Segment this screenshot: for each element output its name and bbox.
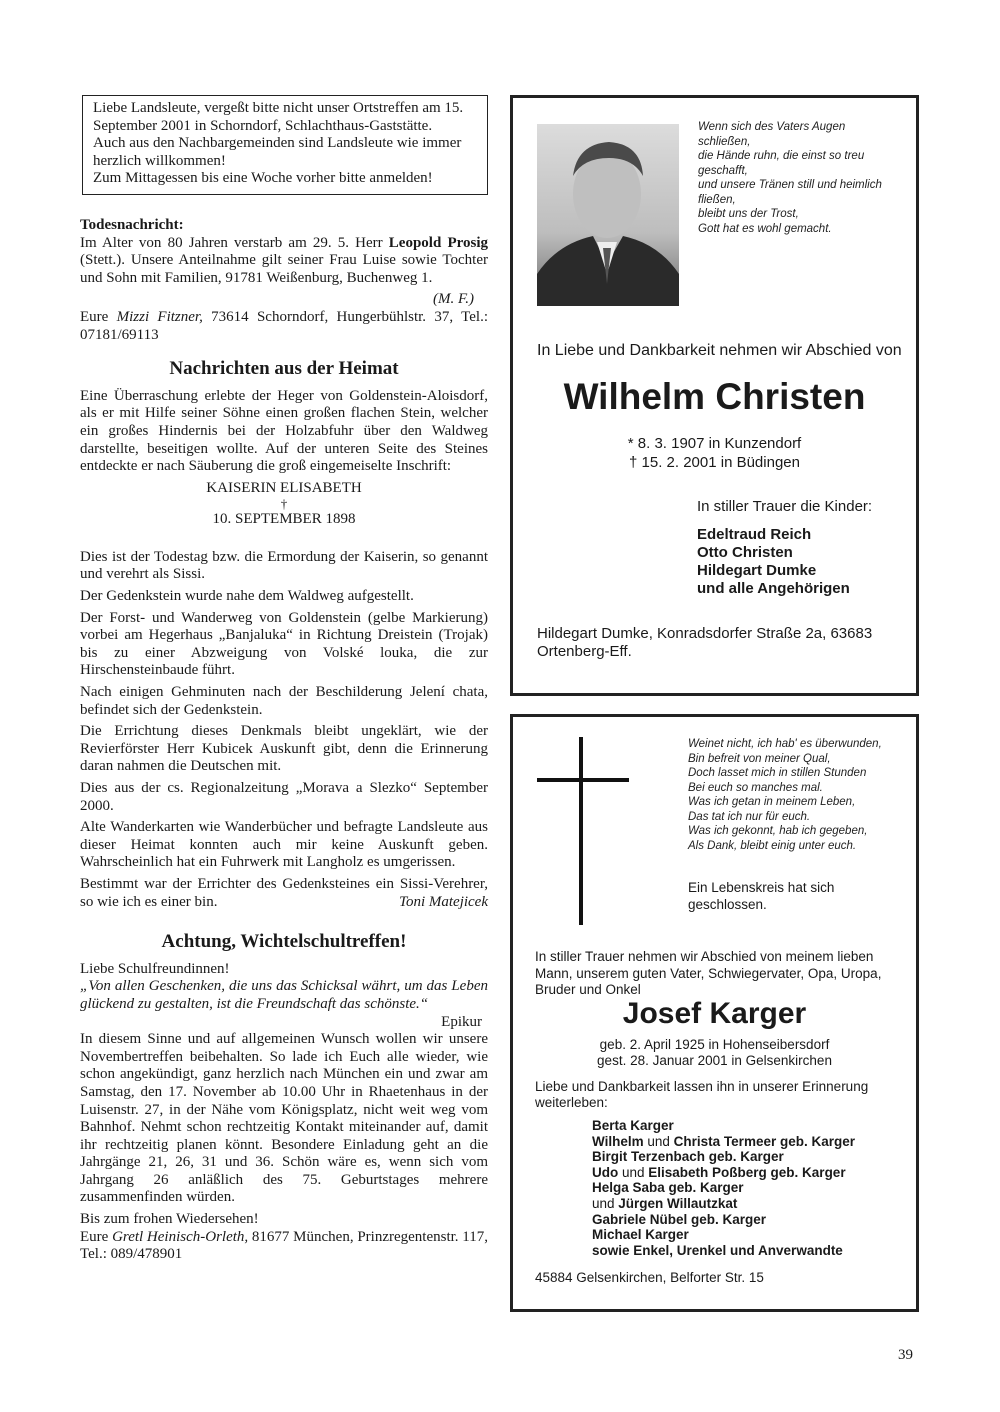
death-notice-signature: Eure Mizzi Fitzner, 73614 Schorndorf, Hungerbühlstr. 37, Tel.: 07181/69113 (80, 308, 488, 343)
notice-line: Zum Mittagessen bis eine Woche vorher bitte anmelden! (93, 170, 433, 187)
farewell-intro: In Liebe und Dankbarkeit nehmen wir Abschied von (537, 342, 902, 359)
heimat-paragraph: Dies ist der Todestag bzw. die Ermordung der Kaiserin, so genannt und verehrt als Sissi. (80, 548, 488, 583)
deceased-name: Leopold Prosig (388, 234, 489, 251)
heimat-paragraph: Alte Wanderkarten wie Wanderbücher und befragte Landsleute aus dieser Heimat konnten auch mir keine Auskunft geben. Wahrscheinlich hat ein Fuhrwerk mit Langholz es umgerissen. (80, 819, 488, 871)
heimat-paragraph: Nach einigen Gehminuten nach der Beschilderung Jelení chata, befindet sich der Gedenkstein. (80, 684, 488, 718)
mourning-line: In stiller Trauer die Kinder: (697, 498, 873, 515)
meeting-notice-box (82, 95, 488, 195)
family-address: 45884 Gelsenkirchen, Belforter Str. 15 (535, 1270, 764, 1285)
family-member: Birgit Terzenbach geb. Karger (592, 1149, 784, 1165)
life-circle-text: Ein Lebenskreis hat sich geschlossen. (688, 880, 835, 912)
portrait-photo (537, 124, 679, 306)
wichtel-closing: Bis zum frohen Wiedersehen! (80, 1211, 259, 1228)
wichtel-quote: „Von allen Geschenken, die uns das Schicksal währt, um das Leben glückend zu gestalten, ist die Freundschaft das schönste.“ (80, 978, 488, 1012)
obituary-christen (510, 95, 919, 696)
notice-line: herzlich willkommen! (93, 152, 226, 169)
family-address: Hildegart Dumke, Konradsdorfer Straße 2a, 63683 Ortenberg-Eff. (537, 625, 873, 660)
portrait-icon (537, 124, 679, 306)
inscription-cross: † (280, 496, 288, 512)
family-member: Wilhelm und Christa Termeer geb. Karger (592, 1133, 855, 1149)
inscription-line: KAISERIN ELISABETH (206, 479, 362, 496)
family-member: Helga Saba geb. Karger (592, 1180, 744, 1196)
family-member: sowie Enkel, Urenkel und Anverwandte (592, 1242, 843, 1258)
cross-icon (537, 737, 633, 927)
quote-author: Epikur (441, 1013, 482, 1030)
memory-text: Liebe und Dankbarkeit lassen ihn in unserer Erinnerung weiterleben: (535, 1079, 869, 1110)
family-list: Edeltraud Reich Otto Christen Hildegart Dumke und alle Angehörigen (697, 526, 850, 597)
heimat-paragraph: Der Gedenkstein wurde nahe dem Waldweg aufgestellt. (80, 588, 414, 605)
heimat-paragraph: Eine Überraschung erlebte der Heger von Goldenstein-Aloisdorf, als er mit Hilfe seiner Söhne einen großen flachen Stein, welcher ein großes Hindernis bei der Holzabfuhr über den Waldweg darstellte, beseitigen wollte. Auf der unteren Seite des Steines entdeckte er nach Säuberung die groß eingemeiselte Inschrift: (80, 387, 488, 475)
family-member: Udo und Elisabeth Poßberg geb. Karger (592, 1164, 846, 1180)
poem: Wenn sich des Vaters Augen schließen, die Hände ruhn, die einst so treu geschafft, und unsere Tränen still und heimlich fließen, bleibt uns der Trost, Gott hat es wohl gemacht. (698, 121, 882, 235)
left-column (80, 95, 488, 1264)
heimat-author: Toni Matejicek (398, 893, 488, 910)
wichtel-signature: Eure Gretl Heinisch-Orleth, 81677 München, Prinzregentenstr. 117, Tel.: 089/478901 (80, 1228, 488, 1263)
heimat-paragraph: Die Errichtung dieses Denkmals bleibt ungeklärt, wie der Revierförster Herr Kubicek Auskunft gibt, denn die Erinnerung daran nahmen die Deutschen mit. (80, 723, 488, 775)
poem: Weinet nicht, ich hab' es überwunden, Bin befreit von meiner Qual, Doch lasset mich in stillen Stunden Bei euch so manches mal. Was ich getan in meinem Leben, Das tat ich nur für euch. Was ich gekonnt, hab ich gegeben, Als Dank, bleibt einig unter euch. (688, 738, 882, 852)
family-member: Michael Karger (592, 1227, 689, 1243)
page-number: 39 (898, 1347, 913, 1363)
heimat-paragraph: Der Forst- und Wanderweg von Goldenstein (gelbe Markierung) vorbei am Hegerhaus „Banjaluka“ in Richtung Dreistein (Trojak) bis zu einer Abzweigung von Volské louka, die zur Hirschensteinbaude führt. (80, 609, 488, 679)
heimat-title: Nachrichten aus der Heimat (169, 358, 399, 380)
deceased-name: Josef Karger (622, 997, 807, 1030)
family-member: Berta Karger (592, 1118, 674, 1133)
heimat-paragraph: Bestimmt war der Errichter des Gedenksteines ein Sissi-Verehrer, so wie ich es einer bin. Toni Matejicek (80, 875, 488, 910)
initials: (M. F.) (433, 291, 474, 308)
notice-line: Liebe Landsleute, vergeßt bitte nicht unser Ortstreffen am 15. (93, 100, 464, 116)
death-notice-text: Im Alter von 80 Jahren verstarb am 29. 5. Herr Leopold Prosig (Stett.). Unsere Anteilnahme gilt seiner Frau Luise sowie Tochter und Sohn mit Familien, 91781 Weißenburg, Buchenweg 1. (80, 234, 489, 286)
notice-line: Auch aus den Nachbargemeinden sind Landsleute wie immer (93, 135, 462, 152)
inscription-date: 10. SEPTEMBER 1898 (212, 511, 356, 528)
family-list (592, 1118, 855, 1258)
death-notice (80, 217, 488, 344)
death-notice-heading: Todesnachricht: (80, 216, 184, 233)
wichtel-title: Achtung, Wichtelschultreffen! (161, 931, 407, 953)
heimat-paragraph: Dies aus der cs. Regionalzeitung „Morava a Slezko“ September 2000. (80, 780, 488, 814)
life-dates: * 8. 3. 1907 in Kunzendorf † 15. 2. 2001 in Büdingen (627, 435, 802, 471)
family-member: und Jürgen Willautzkat (592, 1195, 738, 1211)
wichtel-paragraph: In diesem Sinne und auf allgemeinen Wunsch wollen wir unsere Novembertreffen beibehalten. So lade ich Euch alle wieder, wie schon angekündigt, ganz herzlich nach München ein und zwar am Samstag, den 17. November ab 10.00 Uhr in Rhaetenhaus in der Luisenstr. 27, in der Nähe vom Königsplatz, nicht weit weg vom Bahnhof. Nehmt schon rechtzeitig Kontakt miteinander auf, damit ihr rechtzeitig planen könnt. Besondere Einladung geht an die Jahrgänge 21, 26, 31 und 36. Schön wäre es, wenn sich vom Jahrgang 26 anläßlich des 75. Geburtstages mehrere zusammenfinden würden. (80, 1031, 488, 1206)
farewell-intro: In stiller Trauer nehmen wir Abschied von meinem lieben Mann, unserem guten Vater, Schwiegervater, Opa, Uropa, Bruder und Onkel (535, 949, 882, 997)
life-dates: geb. 2. April 1925 in Hohenseibersdorf gest. 28. Januar 2001 in Gelsenkirchen (597, 1037, 832, 1068)
family-member: Gabriele Nübel geb. Karger (592, 1211, 767, 1227)
notice-line: September 2001 in Schorndorf, Schlachthaus-Gaststätte. (93, 117, 433, 134)
obituary-karger (510, 714, 919, 1312)
deceased-name: Wilhelm Christen (563, 376, 866, 417)
wichtel-greeting: Liebe Schulfreundinnen! (80, 960, 230, 977)
